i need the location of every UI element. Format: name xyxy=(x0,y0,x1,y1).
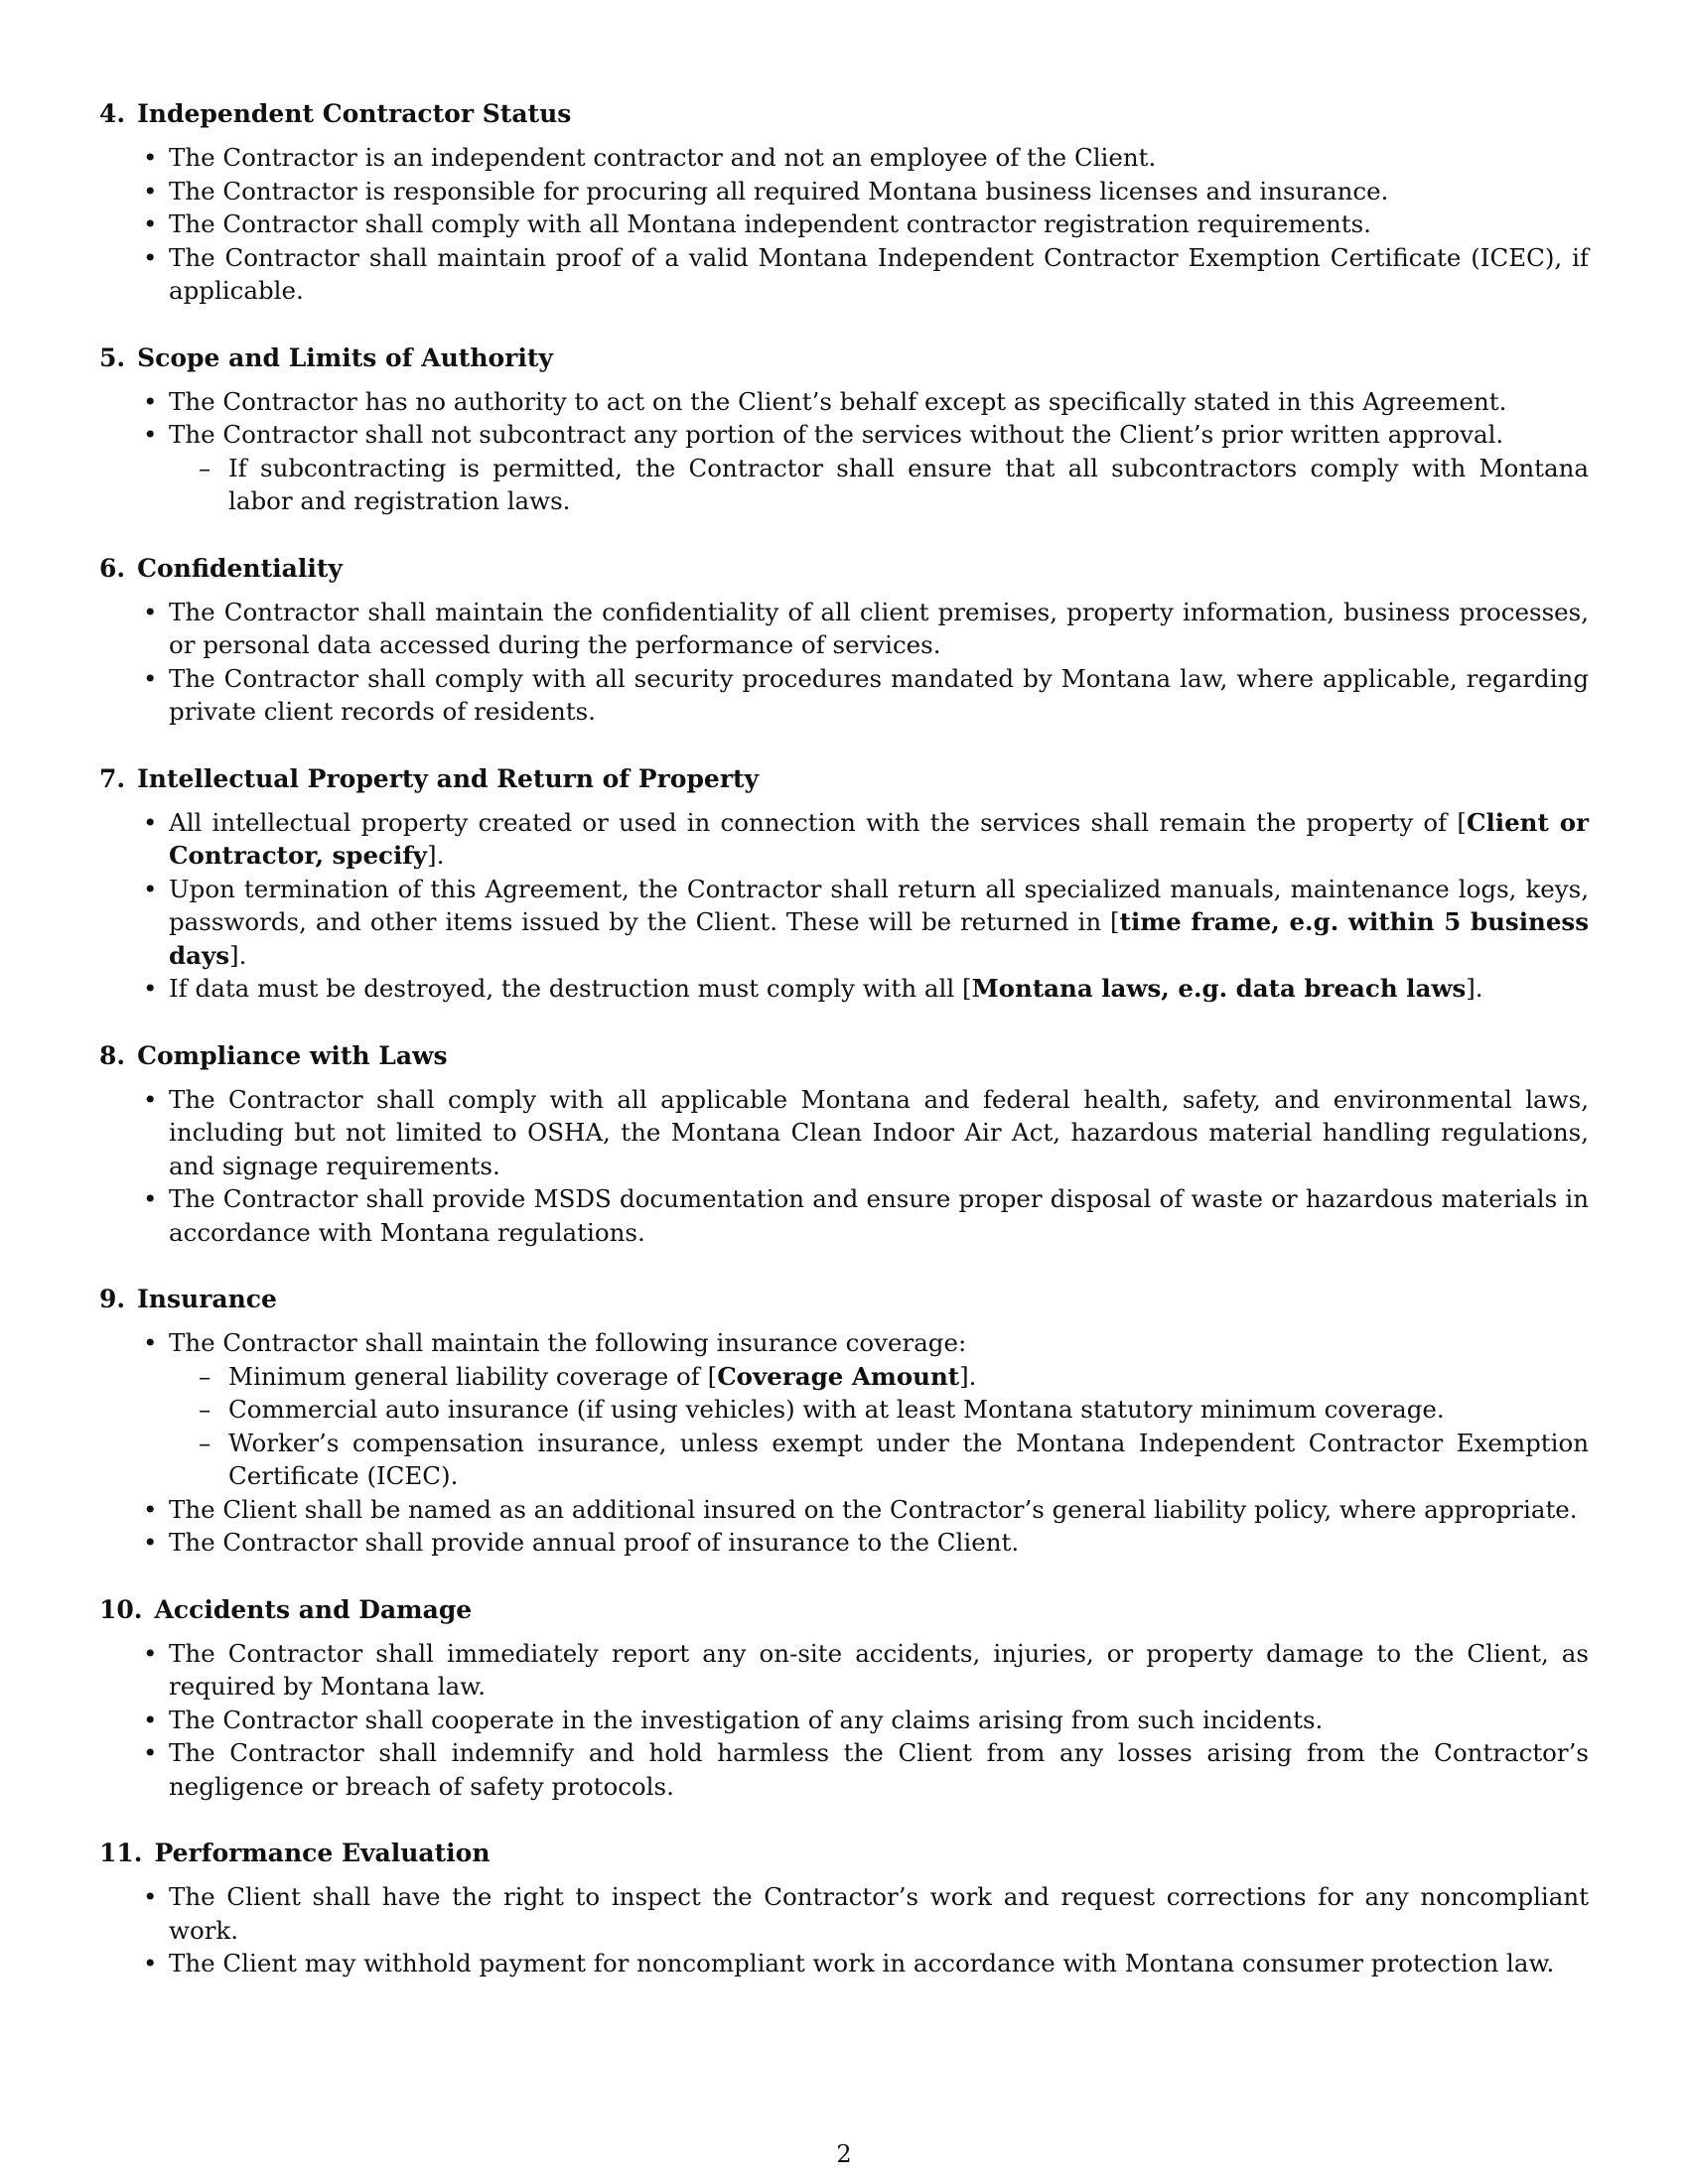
sub-list-item: – Commercial auto insurance (if using vehicles) with at least Montana statutory minimum coverage. xyxy=(169,1393,1589,1427)
bullet-list xyxy=(99,1880,1589,1980)
bullet-list xyxy=(99,141,1589,308)
list-item: • All intellectual property created or used in connection with the services shall remain the property of [Client or Contractor, specify]. xyxy=(99,806,1589,873)
list-item: • The Contractor shall maintain the following insurance coverage: – Minimum general liability coverage of [Coverage Amount]. – Commercial auto insurance (if using vehicles) with at least Montana statutory minimum coverage. – Worker’s compensation insurance, unless exempt under the Montana Independent Contractor Exemption Certificate (ICEC). xyxy=(99,1326,1589,1493)
sub-list xyxy=(169,452,1589,518)
section-compliance-with-laws xyxy=(99,1039,1589,1250)
section-independent-contractor-status xyxy=(99,97,1589,308)
bullet-list xyxy=(99,1083,1589,1250)
list-item: • The Contractor shall maintain proof of a valid Montana Independent Contractor Exemption Certificate (ICEC), if applicable. xyxy=(99,241,1589,308)
placeholder-text: Client or Contractor, specify xyxy=(169,807,1589,870)
list-item: • The Contractor shall not subcontract any portion of the services without the Client’s prior written approval. – If subcontracting is permitted, the Contractor shall ensure that all subcontractors comply with Montana labor and registration laws. xyxy=(99,418,1589,518)
list-item: • The Client may withhold payment for noncompliant work in accordance with Montana consumer protection law. xyxy=(99,1947,1589,1980)
list-item: • The Contractor is an independent contractor and not an employee of the Client. xyxy=(99,141,1589,175)
list-item: • The Contractor shall immediately report any on-site accidents, injuries, or property damage to the Client, as required by Montana law. xyxy=(99,1637,1589,1704)
section-performance-evaluation xyxy=(99,1837,1589,1980)
list-item: • The Contractor has no authority to act on the Client’s behalf except as specifically stated in this Agreement. xyxy=(99,385,1589,419)
section-accidents-and-damage xyxy=(99,1593,1589,1804)
placeholder-text: Coverage Amount xyxy=(717,1361,960,1391)
list-item: • The Contractor shall comply with all applicable Montana and federal health, safety, and environmental laws, including but not limited to OSHA, the Montana Clean Indoor Air Act, hazardous material handling regulations, and signage requirements. xyxy=(99,1083,1589,1183)
bullet-list xyxy=(99,596,1589,729)
list-item: • The Client shall be named as an additional insured on the Contractor’s general liability policy, where appropriate. xyxy=(99,1493,1589,1527)
bullet-list xyxy=(99,1637,1589,1804)
section-scope-and-limits xyxy=(99,341,1589,518)
bullet-list xyxy=(99,806,1589,1006)
list-item: • The Contractor shall comply with all security procedures mandated by Montana law, where applicable, regarding private client records of residents. xyxy=(99,662,1589,729)
section-heading: 11. Performance Evaluation xyxy=(99,1839,491,1867)
placeholder-text: Montana laws, e.g. data breach laws xyxy=(971,974,1467,1003)
list-item: • The Contractor shall indemnify and hold harmless the Client from any losses arising from the Contractor’s negligence or breach of safety protocols. xyxy=(99,1736,1589,1803)
list-item: • The Contractor is responsible for procuring all required Montana business licenses and insurance. xyxy=(99,175,1589,208)
section-heading: 6. Confidentiality xyxy=(99,553,343,583)
section-heading: 9. Insurance xyxy=(99,1285,277,1313)
sub-list-item: – Worker’s compensation insurance, unless exempt under the Montana Independent Contractor Exemption Certificate (ICEC). xyxy=(169,1427,1589,1493)
section-heading: 5. Scope and Limits of Authority xyxy=(99,342,553,372)
section-heading: 10. Accidents and Damage xyxy=(99,1594,473,1624)
sub-list xyxy=(169,1360,1589,1493)
section-heading: 7. Intellectual Property and Return of Property xyxy=(99,763,760,793)
list-item: • The Client shall have the right to inspect the Contractor’s work and request corrections for any noncompliant work. xyxy=(99,1880,1589,1947)
section-confidentiality xyxy=(99,552,1589,729)
list-item: • If data must be destroyed, the destruction must comply with all [Montana laws, e.g. data breach laws]. xyxy=(99,972,1589,1006)
bullet-list xyxy=(99,1326,1589,1560)
page-number: 2 xyxy=(836,2140,852,2168)
section-heading: 4. Independent Contractor Status xyxy=(99,99,572,128)
list-item: • The Contractor shall provide annual proof of insurance to the Client. xyxy=(99,1526,1589,1560)
document-page xyxy=(99,97,1589,2014)
placeholder-text: time frame, e.g. within 5 business days xyxy=(169,907,1589,970)
section-heading: 8. Compliance with Laws xyxy=(99,1040,448,1070)
list-item: • The Contractor shall cooperate in the investigation of any claims arising from such incidents. xyxy=(99,1704,1589,1737)
section-insurance xyxy=(99,1283,1589,1560)
list-item: • Upon termination of this Agreement, the Contractor shall return all specialized manuals, maintenance logs, keys, passwords, and other items issued by the Client. These will be returned in [time frame, e.g. within 5 business days]. xyxy=(99,873,1589,973)
bullet-list xyxy=(99,385,1589,518)
list-item: • The Contractor shall maintain the confidentiality of all client premises, property information, business processes, or personal data accessed during the performance of services. xyxy=(99,596,1589,662)
list-item: • The Contractor shall provide MSDS documentation and ensure proper disposal of waste or hazardous materials in accordance with Montana regulations. xyxy=(99,1182,1589,1249)
list-item: • The Contractor shall comply with all Montana independent contractor registration requirements. xyxy=(99,207,1589,241)
section-intellectual-property xyxy=(99,762,1589,1006)
sub-list-item: – Minimum general liability coverage of [Coverage Amount]. xyxy=(169,1360,1589,1394)
sub-list-item: – If subcontracting is permitted, the Contractor shall ensure that all subcontractors comply with Montana labor and registration laws. xyxy=(169,452,1589,518)
